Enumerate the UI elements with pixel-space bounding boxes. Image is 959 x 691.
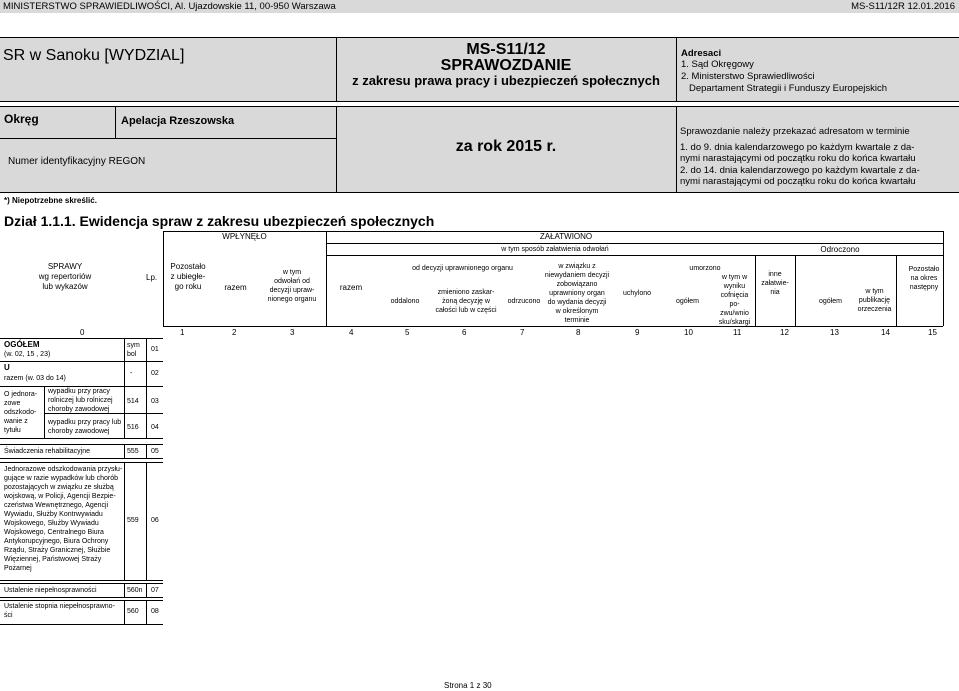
addressee-2-department: Departament Strategii i Funduszy Europejskich	[689, 83, 888, 94]
col-w-tym-wyniku-4: po-	[729, 301, 740, 308]
col-w-zwiazku-7: terminie	[564, 317, 590, 324]
odszk-5: tytułu	[4, 427, 21, 434]
appeal-name: Apelacja Rzeszowska	[121, 115, 235, 127]
form-title: SPRAWOZDANIE	[440, 57, 572, 74]
col-zalatwiono: ZAŁATWIONO	[539, 232, 593, 241]
odszk-3: odszkodo-	[4, 409, 37, 416]
form-code: MS-S11/12	[466, 41, 546, 58]
col-odwolan-3: decyzji upraw-	[269, 287, 315, 294]
symbol-514: 514	[127, 398, 139, 405]
jednorazowe-8: Wojskowego, Centralnego Biura	[4, 529, 104, 536]
ministry-address: MINISTERSTWO SPRAWIEDLIWOŚCI, Al. Ujazdowskie 11, 00-950 Warszawa	[3, 1, 336, 12]
row-code-07: 07	[151, 587, 159, 594]
wyp2-1: wypadku przy pracy lub	[48, 419, 122, 426]
col-w-tym-wyniku-1: w tym w	[721, 274, 748, 281]
col-umorzono: umorzono	[689, 265, 721, 272]
court-name: SR w Sanoku [WYDZIAL]	[3, 47, 185, 64]
col-od-decyzji: od decyzji uprawnionego organu	[412, 265, 513, 272]
col-w-tym-wyniku-5: zwu/wnio	[720, 310, 749, 317]
row-code-02: 02	[151, 370, 159, 377]
symbol-555: 555	[127, 448, 139, 455]
odszk-4: wanie z	[4, 418, 28, 425]
col-zmieniono-2: żoną decyzję w	[442, 298, 490, 305]
col-sprawy-2: wg repertoriów	[38, 272, 92, 281]
colnum-1: 1	[180, 328, 185, 337]
col-w-zwiazku-2: niewydaniem decyzji	[544, 272, 610, 279]
colnum-11: 11	[733, 328, 742, 337]
jednorazowe-7: Wojskowego, Służby Wywiadu	[4, 520, 99, 527]
wyp1-2: rolniczej lub rolniczej	[48, 397, 113, 404]
col-publikacje-3: orzeczenia	[857, 306, 892, 313]
col-inne-2: załatwie-	[761, 280, 789, 287]
deadline-1b: nymi narastającymi od początku roku do końca kwartału	[680, 153, 916, 164]
row-code-04: 04	[151, 424, 159, 431]
colnum-8: 8	[576, 328, 581, 337]
jednorazowe-4: wojskową, w Policji, Agencji Bezpie-	[4, 493, 116, 500]
stopnia-1: Ustalenie stopnia niepełnosprawno-	[4, 603, 115, 610]
col-w-zwiazku-6: w określonym	[555, 308, 599, 315]
row-code-08: 08	[151, 608, 159, 615]
colnum-0: 0	[80, 328, 85, 337]
colnum-7: 7	[520, 328, 525, 337]
col-ogolem-1: ogółem	[676, 298, 699, 305]
symbol-560: 560	[127, 608, 139, 615]
col-odrzucono: odrzucono	[507, 298, 541, 305]
col-zmieniono-1: zmieniono zaskar-	[437, 289, 495, 296]
deadline-intro: Sprawozdanie należy przekazać adresatom w terminie	[680, 126, 910, 137]
strike-note: *) Niepotrzebne skreślić.	[4, 196, 97, 205]
col-w-zwiazku-3: zobowiązano	[556, 281, 598, 288]
col-w-tym-wyniku-3: cofnięcia	[720, 292, 749, 299]
row-code-01: 01	[151, 346, 159, 353]
col-inne-3: nia	[770, 289, 780, 296]
jednorazowe-1: Jednorazowe odszkodowania przysłu-	[4, 466, 123, 473]
col-sprawy-1: SPRAWY	[47, 262, 83, 271]
jednorazowe-2: gujące w razie wypadków lub chorób	[4, 475, 119, 482]
wyp1-3: choroby zawodowej	[48, 406, 110, 413]
addressee-1: 1. Sąd Okręgowy	[681, 59, 754, 70]
wyp1-1: wypadku przy pracy	[48, 388, 110, 395]
col-razem-2: razem	[339, 283, 363, 292]
col-w-tym-wyniku-2: wyniku	[723, 283, 746, 290]
row-code-03: 03	[151, 398, 159, 405]
page-footer: Strona 1 z 30	[444, 681, 492, 690]
col-wplynelo: WPŁYNĘŁO	[222, 232, 267, 241]
symbol-label-2: bol	[127, 351, 137, 358]
col-pozostalo-2: z ubiegłe-	[170, 272, 206, 281]
col-pozostalo-1: Pozostało	[170, 262, 206, 271]
row-u-sub: razem (w. 03 do 14)	[4, 375, 66, 382]
col-w-tym-wyniku-6: sku/skargi	[718, 319, 751, 326]
report-year: za rok 2015 r.	[455, 138, 557, 155]
row-code-05: 05	[151, 448, 159, 455]
district-label: Okręg	[4, 112, 39, 126]
symbol-560n: 560n	[127, 587, 143, 594]
col-uchylono: uchylono	[622, 290, 652, 297]
colnum-12: 12	[780, 328, 789, 337]
row-ogolem-sub: (w. 02, 15 , 23)	[4, 351, 51, 358]
wyp2-2: choroby zawodowej	[48, 428, 110, 435]
jednorazowe-11: Więziennej, Państwowej Straży	[4, 556, 102, 563]
colnum-5: 5	[405, 328, 410, 337]
deadline-2b: nymi narastającymi od początku roku do końca kwartału	[680, 176, 916, 187]
col-sposob: w tym sposób załatwienia odwołań	[501, 246, 609, 253]
colnum-10: 10	[684, 328, 693, 337]
odszk-1: O jednora-	[4, 391, 38, 398]
jednorazowe-3: pozostających w związku ze służbą	[4, 484, 114, 491]
col-odwolan-2: odwołań od	[274, 278, 310, 285]
col-w-zwiazku-5: do wydania decyzji	[547, 299, 607, 306]
colnum-15: 15	[928, 328, 937, 337]
col-ogolem-2: ogółem	[819, 298, 842, 305]
colnum-14: 14	[881, 328, 890, 337]
col-publikacje-1: w tym	[865, 288, 884, 295]
section-title: Dział 1.1.1. Ewidencja spraw z zakresu ubezpieczeń społecznych	[4, 213, 435, 229]
colnum-2: 2	[232, 328, 237, 337]
row-ogolem: OGÓŁEM	[4, 340, 40, 349]
col-odroczono: Odroczono	[820, 245, 860, 254]
col-odwolan-1: w tym	[282, 269, 302, 276]
col-publikacje-2: publikację	[858, 297, 891, 304]
jednorazowe-12: Pożarnej	[4, 565, 32, 572]
deadline-2a: 2. do 14. dnia kalendarzowego po każdym kwartale z da-	[680, 165, 920, 176]
form-subtitle: z zakresu prawa pracy i ubezpieczeń społecznych	[352, 73, 660, 88]
col-sprawy-3: lub wykazów	[42, 282, 88, 291]
colnum-13: 13	[830, 328, 839, 337]
col-pozostalo-3: go roku	[174, 282, 202, 291]
colnum-9: 9	[635, 328, 640, 337]
stopnia-2: ści	[4, 612, 13, 619]
col-pozostalo-next-3: następny	[909, 284, 939, 291]
col-pozostalo-next-1: Pozostało	[908, 266, 940, 273]
col-zmieniono-3: całości lub w części	[435, 307, 497, 314]
jednorazowe-5: czeństwa Wewnętrznego, Agencji	[4, 502, 109, 509]
jednorazowe-10: Rządu, Straży Granicznej, Służbie	[4, 547, 111, 554]
jednorazowe-9: Antykorupcyjnego, Biura Ochrony	[4, 538, 109, 545]
addressees-title: Adresaci	[681, 48, 722, 59]
col-razem-1: razem	[224, 283, 247, 292]
row-u: U	[4, 363, 10, 372]
symbol-559: 559	[127, 517, 139, 524]
regon-label: Numer identyfikacyjny REGON	[8, 156, 146, 167]
symbol-label-1: sym	[127, 342, 140, 349]
deadline-1a: 1. do 9. dnia kalendarzowego po każdym kwartale z da-	[680, 142, 915, 153]
col-w-zwiazku-1: w związku z	[558, 263, 596, 270]
row-u-dash: -	[130, 370, 133, 377]
colnum-3: 3	[290, 328, 295, 337]
row-code-06: 06	[151, 517, 159, 524]
symbol-516: 516	[127, 424, 139, 431]
col-pozostalo-next-2: na okres	[910, 275, 938, 282]
row-swiadczenia: Świadczenia rehabilitacyjne	[4, 448, 90, 455]
col-odwolan-4: nionego organu	[267, 296, 317, 303]
row-niepelnosprawnosci: Ustalenie niepełnosprawności	[4, 587, 97, 594]
col-w-zwiazku-4: uprawniony organ	[549, 290, 605, 297]
colnum-4: 4	[349, 328, 354, 337]
addressee-2: 2. Ministerstwo Sprawiedliwości	[681, 71, 815, 82]
odszk-2: zowe	[4, 400, 21, 407]
col-oddalono: oddalono	[390, 298, 420, 305]
colnum-6: 6	[462, 328, 467, 337]
col-inne-1: inne	[768, 271, 782, 278]
col-lp: Lp.	[146, 273, 158, 282]
jednorazowe-6: Wywiadu, Służby Kontrwywiadu	[4, 511, 103, 518]
form-version: MS-S11/12R 12.01.2016	[851, 1, 955, 12]
